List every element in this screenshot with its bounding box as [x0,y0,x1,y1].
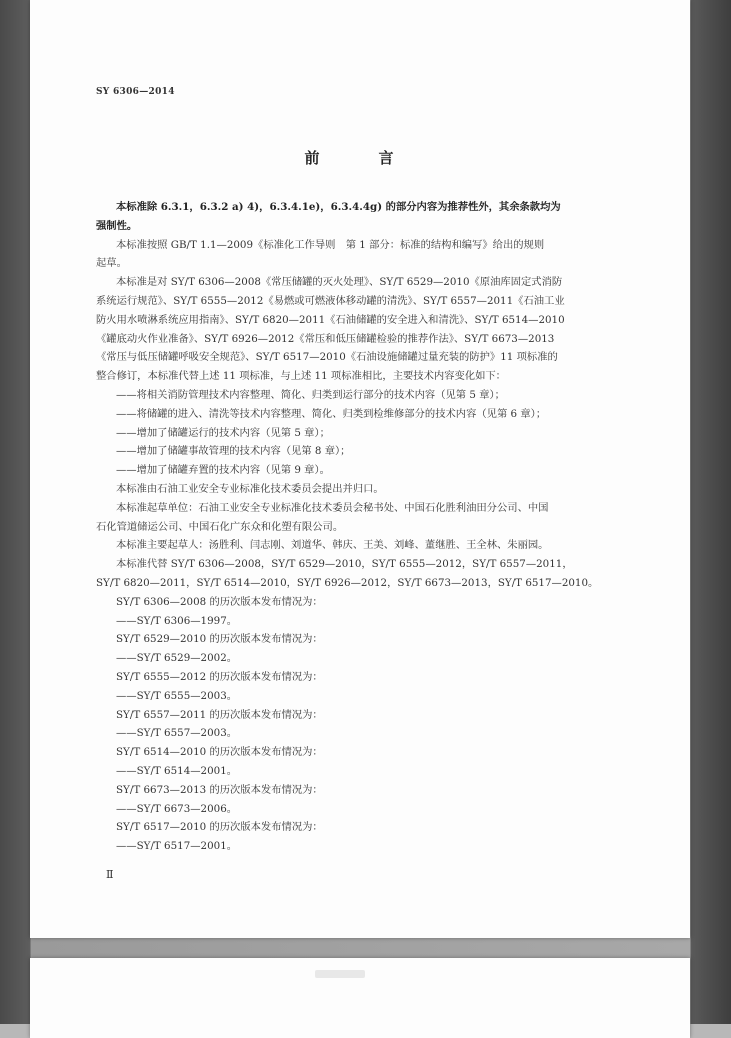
text-line: 整合修订，本标准代替上述 11 项标准，与上述 11 项标准相比，主要技术内容变化如下： [96,370,506,383]
text-line: 本标准按照 GB/T 1.1—2009《标准化工作导则 第 1 部分：标准的结构和编写》给出的规则 [116,238,545,251]
text-line: ——增加了储罐运行的技术内容（见第 5 章）； [116,426,330,439]
text-line: 《常压与低压储罐呼吸安全规范》、SY/T 6517—2010《石油设施储罐过量充装的防护》11 项标准的 [96,351,558,364]
next-document-page [30,958,690,1038]
page-header-mark [315,970,365,978]
text-line: 本标准主要起草人：汤胜利、闫志刚、刘道华、韩庆、王美、刘峰、董继胜、王全林、朱丽园。 [116,539,549,552]
text-line: ——SY/T 6555—2003。 [116,689,238,702]
text-line: 本标准由石油工业安全专业标准化技术委员会提出并归口。 [116,482,384,495]
text-line: 石化管道储运公司、中国石化广东众和化塑有限公司。 [96,520,344,533]
text-line: SY/T 6529—2010 的历次版本发布情况为： [116,633,323,646]
text-line: SY/T 6555—2012 的历次版本发布情况为： [116,670,323,683]
text-line: ——增加了储罐事故管理的技术内容（见第 8 章）； [116,445,351,458]
text-line: SY/T 6514—2010 的历次版本发布情况为： [116,746,323,759]
text-line: 本标准代替 SY/T 6306—2008，SY/T 6529—2010，SY/T 6555—2012，SY/T 6557—2011， [116,558,573,571]
text-line: 本标准起草单位：石油工业安全专业标准化技术委员会秘书处、中国石化胜利油田分公司、中国 [116,501,549,514]
text-line: SY/T 6306—2008 的历次版本发布情况为： [116,595,323,608]
text-line: SY/T 6557—2011 的历次版本发布情况为： [116,708,323,721]
document-page [30,0,690,938]
page-header: SY 6306—2014 [96,87,175,97]
text-line: ——SY/T 6306—1997。 [116,614,238,627]
text-line: ——增加了储罐弃置的技术内容（见第 9 章）。 [116,464,330,477]
text-line: ——SY/T 6557—2003。 [116,727,238,740]
text-line: ——SY/T 6529—2002。 [116,652,238,665]
text-line: 起草。 [96,257,127,270]
text-line: 强制性。 [96,219,138,232]
text-line: ——将储罐的进入、清洗等技术内容整理、简化、归类到检维修部分的技术内容（见第 6 章）； [116,407,547,420]
text-line: ——SY/T 6673—2006。 [116,802,238,815]
text-line: 《罐底动火作业准备》、SY/T 6926—2012《常压和低压储罐检验的推荐作法》、SY/T 6673—2013 [96,332,555,345]
text-line: ——SY/T 6517—2001。 [116,840,238,853]
foreword-body [96,198,650,856]
text-line: 系统运行规范》、SY/T 6555—2012《易燃或可燃液体移动罐的清洗》、SY/T 6557—2011《石油工业 [96,294,565,307]
text-line: ——将相关消防管理技术内容整理、简化、归类到运行部分的技术内容（见第 5 章）； [116,388,505,401]
text-line: ——SY/T 6514—2001。 [116,764,238,777]
text-line: 本标准是对 SY/T 6306—2008《常压储罐的灭火处理》、SY/T 6529—2010《原油库固定式消防 [116,276,563,289]
text-line: 防火用水喷淋系统应用指南》、SY/T 6820—2011《石油储罐的安全进入和清洗》、SY/T 6514—2010 [96,313,565,326]
text-line: 本标准除 6.3.1，6.3.2 a) 4)，6.3.4.1e)，6.3.4.4g) 的部分内容为推荐性外，其余条款均为 [116,201,561,213]
page-title: 前 言 [304,149,416,167]
page-number: Ⅱ [106,868,114,881]
text-line: SY/T 6517—2010 的历次版本发布情况为： [116,821,323,834]
text-line: SY/T 6820—2011，SY/T 6514—2010，SY/T 6926—2012，SY/T 6673—2013，SY/T 6517—2010。 [96,576,599,589]
text-line: SY/T 6673—2013 的历次版本发布情况为： [116,783,323,796]
